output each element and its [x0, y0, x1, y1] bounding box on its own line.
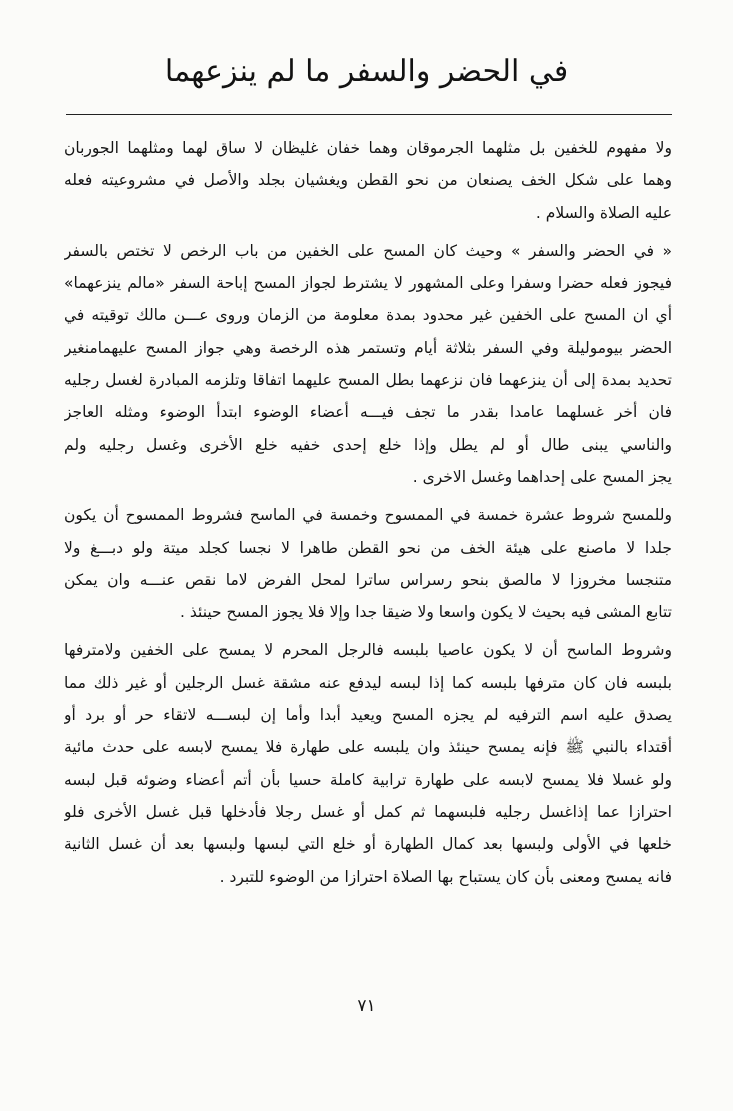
text-line: أي ان المسح على الخفين غير محدود بمدة معلومة من الزمان وروى عـــن مالك توقيته في: [64, 306, 672, 325]
paragraph: [64, 235, 672, 493]
text-line: فيجوز فعله حضرا وسفرا وعلى المشهور لا يشترط لجواز المسح إباحة السفر «مالم ينزعهما»: [64, 274, 672, 293]
text-line: تحديد بمدة إلى أن ينزعهما فان نزعهما بطل المسح عليهما اتفاقا وتلزمه المبادرة لغسل رجليه: [64, 371, 672, 390]
text-line: يصدق عليه اسم الترفيه لم يجزه المسح ويعيد أبدا وأما إن لبســـه لاتقاء حر أو برد أو: [64, 706, 672, 725]
text-line: متنجسا مخروزا لا مالصق بنحو رسراس ساترا لمحل الفرض لاما نقص عنـــه وان يمكن: [64, 570, 672, 589]
paragraph: [64, 634, 672, 892]
text-line: أقتداء بالنبي ﷺ فإنه يمسح حينئذ وان يلبسه على طهارة فلا يمسح لابسه على حدث مائية: [64, 738, 672, 757]
text-line: جلدا لا ماصنع على هيئة الخف من نحو القطن طاهرا لا نجسا كجلد ميتة ولو دبـــغ ولا: [64, 538, 672, 557]
text-line: الحضر بيوموليلة وفي السفر بثلاثة أيام وتستمر هذه الرخصة وهي جواز المسح عليهمامنغير: [64, 338, 672, 357]
text-line: وللمسح شروط عشرة خمسة في الممسوح وخمسة في الماسح فشروط الممسوح أن يكون: [64, 506, 672, 525]
page-header-title: في الحضر والسفر ما لم ينزعهما: [164, 54, 569, 89]
text-line: خلعها في الأولى ولبسها بعد كمال الطهارة أو خلع التي لبسها ولبسها بعد أن غسل الثانية: [64, 835, 672, 854]
paragraph: [64, 499, 672, 628]
text-line: والناسي يبنى طال أو لم يطل وإذا خلع إحدى خفيه خلع الأخرى وغسل رجليه ولم: [64, 435, 672, 454]
text-line: تتابع المشى فيه بحيث لا يكون واسعا ولا ضيقا جدا وإلا فلا يجوز المسح حينئذ .: [180, 603, 672, 622]
paragraph: [64, 132, 672, 229]
text-line: فان أخر غسلهما عامدا بقدر ما تجف فيـــه أعضاء الوضوء ابتدأ الوضوء ومثله العاجز: [64, 403, 672, 422]
page-number: ٧١: [357, 996, 376, 1016]
header-divider: [66, 114, 672, 115]
text-line: ولو غسلا فلا يمسح لابسه على طهارة ترابية كاملة حسيا بأن أتم أعضاء وضوئه قبل لبسه: [64, 770, 672, 789]
text-line: بلبسه فان كان مترفها بلبسه كما إذا لبسه ليدفع عنه مشقة غسل الرجلين أو غير ذلك مما: [64, 673, 672, 692]
text-line: فانه يمسح ومعنى بأن كان يستباح بها الصلاة احترازا من الوضوء للتبرد .: [219, 867, 672, 886]
text-line: وهما على شكل الخف يصنعان من نحو القطن ويغشيان بجلد والأصل في مشروعيته فعله: [64, 171, 672, 190]
text-line: عليه الصلاة والسلام .: [535, 203, 672, 222]
text-line: ولا مفهوم للخفين بل مثلهما الجرموقان وهما خفان غليظان لا ساق لهما ومثلهما الجوربان: [64, 139, 672, 157]
text-line: وشروط الماسح أن لا يكون عاصيا بلبسه فالرجل المحرم لا يمسح على الخفين ولامترفها: [64, 641, 672, 660]
text-line: يجز المسح على إحداهما وغسل الاخرى .: [412, 467, 672, 486]
text-line: « في الحضر والسفر » وحيث كان المسح على الخفين من باب الرخص لا تختص بالسفر: [64, 241, 672, 260]
text-line: احترازا عما إذاغسل رجليه فلبسهما ثم كمل أو غسل رجلا فأدخلها قبل غسل الأخرى فلو: [64, 802, 672, 821]
page-body: [64, 132, 672, 893]
